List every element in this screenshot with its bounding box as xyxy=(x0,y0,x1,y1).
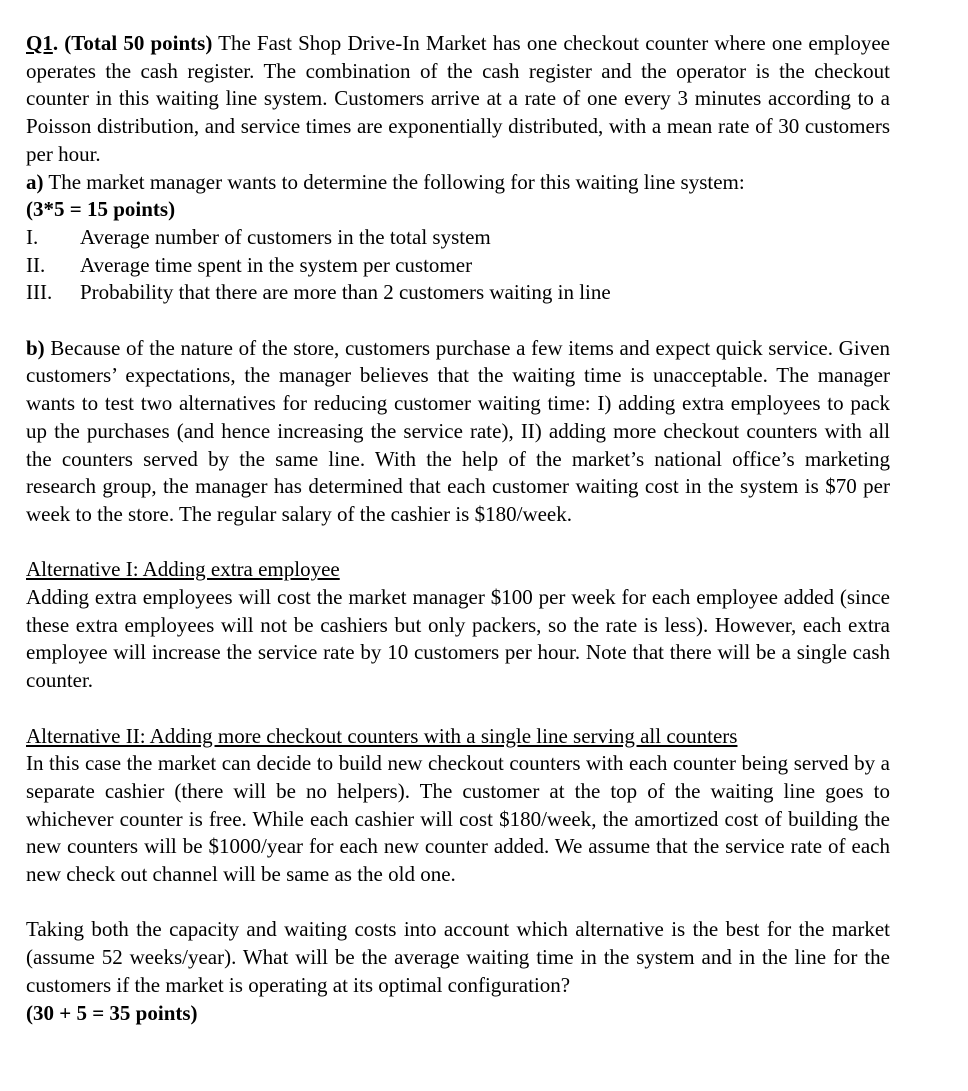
final-question-text: Taking both the capacity and waiting costs into account which alternative is the best for the market (assume 52 weeks/year). What will be the average waiting time in the system and in the line for the customers if the market is operating at its optimal configuration? xyxy=(26,917,890,997)
alternative-1-heading xyxy=(26,556,890,584)
spacer xyxy=(26,695,890,723)
part-a-points-text: (3*5 = 15 points) xyxy=(26,197,176,222)
part-a-prompt xyxy=(26,169,890,197)
part-a-item-3 xyxy=(26,279,890,307)
alternative-2-title: Alternative II: Adding more checkout counters with a single line serving all counters xyxy=(26,723,738,748)
final-points xyxy=(26,1000,890,1028)
part-a-item-3-numeral: III. xyxy=(26,280,53,305)
part-a-item-3-text: Probability that there are more than 2 customers waiting in line xyxy=(80,280,611,305)
part-a-item-1 xyxy=(26,224,890,252)
spacer xyxy=(26,307,890,335)
alternative-1-text: Adding extra employees will cost the market manager $100 per week for each employee added (since these extra employees will not be cashiers but only packers, so the rate is less). However, each extra employee will increase the service rate by 10 customers per hour. Note that there will be a single cash counter. xyxy=(26,585,890,693)
question-document xyxy=(26,30,890,1027)
alternative-1-title: Alternative I: Adding extra employee xyxy=(26,557,340,582)
part-b-text: Because of the nature of the store, customers purchase a few items and expect quick service. Given customers’ expectations, the manager believes that the waiting time is unacceptable. The manager wants to test two alternatives for reducing customer waiting time: I) adding extra employees to pack up the purchases (and hence increasing the service rate), II) adding more checkout counters with all the counters served by the same line. With the help of the market’s national office’s marketing research group, the manager has determined that each customer waiting cost in the system is $70 per week to the store. The regular salary of the cashier is $180/week. xyxy=(26,335,890,526)
final-points-text: (30 + 5 = 35 points) xyxy=(26,1000,198,1025)
part-a-item-2-text: Average time spent in the system per customer xyxy=(80,252,473,277)
total-points-label: (Total 50 points) xyxy=(64,31,213,55)
part-a-item-1-text: Average number of customers in the total system xyxy=(80,224,491,249)
question-intro xyxy=(26,30,890,169)
question-number: Q1 xyxy=(26,31,53,55)
question-number-punct: . xyxy=(52,31,65,55)
question-intro-text: The Fast Shop Drive-In Market has one checkout counter where one employee operates the cash register. The combination of the cash register and the operator is the checkout counter in this waiting line system. Customers arrive at a rate of one every 3 minutes according to a Poisson distribution, and service times are exponentially distributed, with a mean rate of 30 customers per hour. xyxy=(26,31,890,166)
alternative-2-text: In this case the market can decide to build new checkout counters with each counter being served by a separate cashier (there will be no helpers). The customer at the top of the waiting line goes to whichever counter is free. While each cashier will cost $180/week, the amortized cost of building the new counters will be $1000/year for each new counter added. We assume that the service rate of each new check out channel will be same as the old one. xyxy=(26,751,890,887)
part-a-item-2 xyxy=(26,252,890,280)
spacer xyxy=(26,529,890,557)
part-a-item-1-numeral: I. xyxy=(26,224,39,249)
part-b-paragraph xyxy=(26,335,890,529)
part-b-label: b) xyxy=(26,335,45,360)
spacer xyxy=(26,889,890,917)
part-a-item-2-numeral: II. xyxy=(26,252,46,277)
part-a-points xyxy=(26,196,890,224)
part-a-text: The market manager wants to determine the following for this waiting line system: xyxy=(43,169,745,194)
part-a-label: a) xyxy=(26,169,44,194)
alternative-2-heading xyxy=(26,723,890,751)
